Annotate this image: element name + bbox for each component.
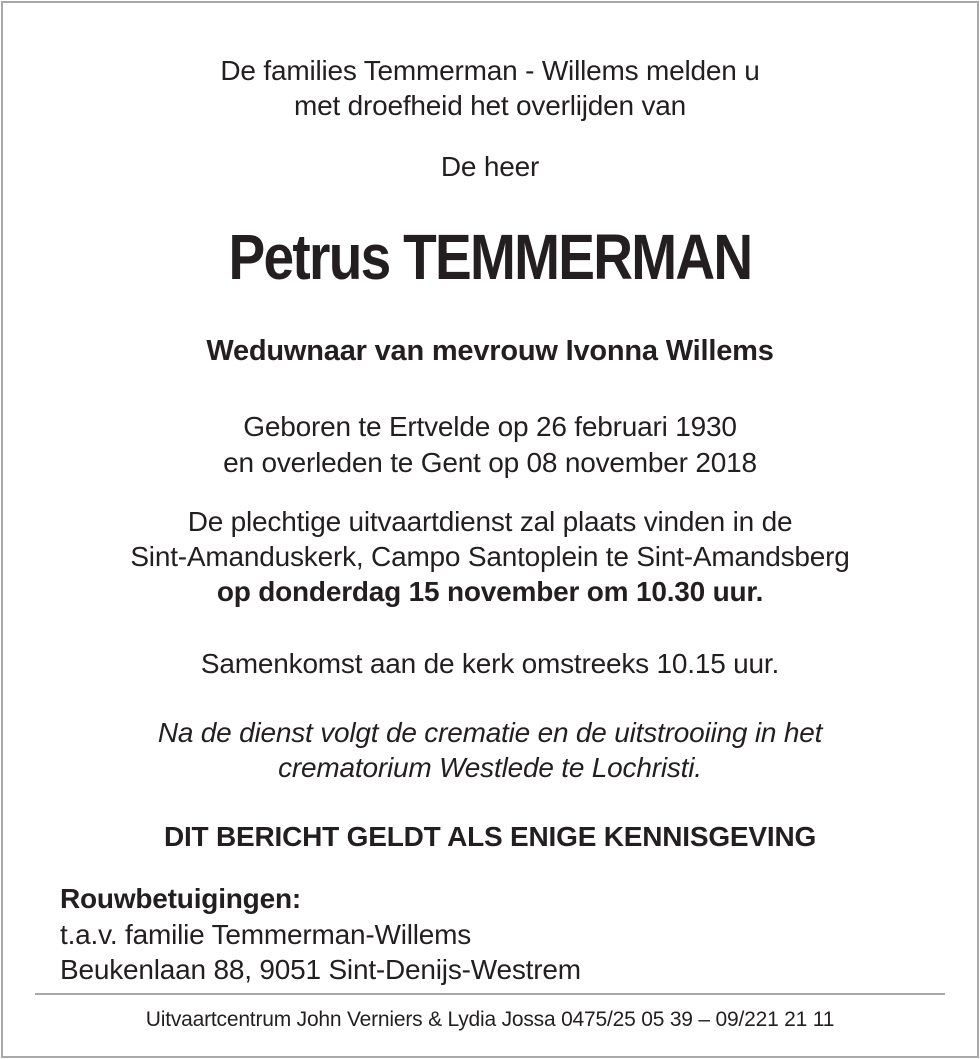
service-line-2: Sint-Amanduskerk, Campo Santoplein te Sint-Amandsberg: [130, 541, 850, 572]
condolences-heading: Rouwbetuigingen:: [60, 883, 301, 914]
notice-heading: DIT BERICHT GELDT ALS ENIGE KENNISGEVING: [163, 821, 817, 852]
salutation: De heer: [440, 151, 540, 182]
birth-line: Geboren te Ertvelde op 26 februari 1930: [243, 411, 737, 442]
deceased-name: Petrus TEMMERMAN: [228, 221, 752, 293]
intro-line-1: De families Temmerman - Willems melden u: [220, 55, 760, 86]
service-line-1: De plechtige uitvaartdienst zal plaats vinden in de: [187, 506, 793, 537]
cremation-line-1: Na de dienst volgt de crematie en de uitstrooiing in het: [157, 717, 823, 748]
condolences-address: Beukenlaan 88, 9051 Sint-Denijs-Westrem: [60, 954, 581, 985]
death-line: en overleden te Gent op 08 november 2018: [223, 447, 757, 478]
condolences-recipient: t.a.v. familie Temmerman-Willems: [60, 919, 472, 950]
intro-line-2: met droefheid het overlijden van: [293, 90, 687, 121]
funeral-home-footer: Uitvaartcentrum John Verniers & Lydia Jossa 0475/25 05 39 – 09/221 21 11: [145, 1008, 835, 1031]
footer-divider: [35, 993, 945, 995]
cremation-line-2: crematorium Westlede te Lochristi.: [278, 752, 702, 783]
widower-subtitle: Weduwnaar van mevrouw Ivonna Willems: [206, 335, 774, 367]
gathering-line: Samenkomst aan de kerk omstreeks 10.15 uur.: [200, 648, 780, 679]
service-date: op donderdag 15 november om 10.30 uur.: [216, 576, 764, 607]
